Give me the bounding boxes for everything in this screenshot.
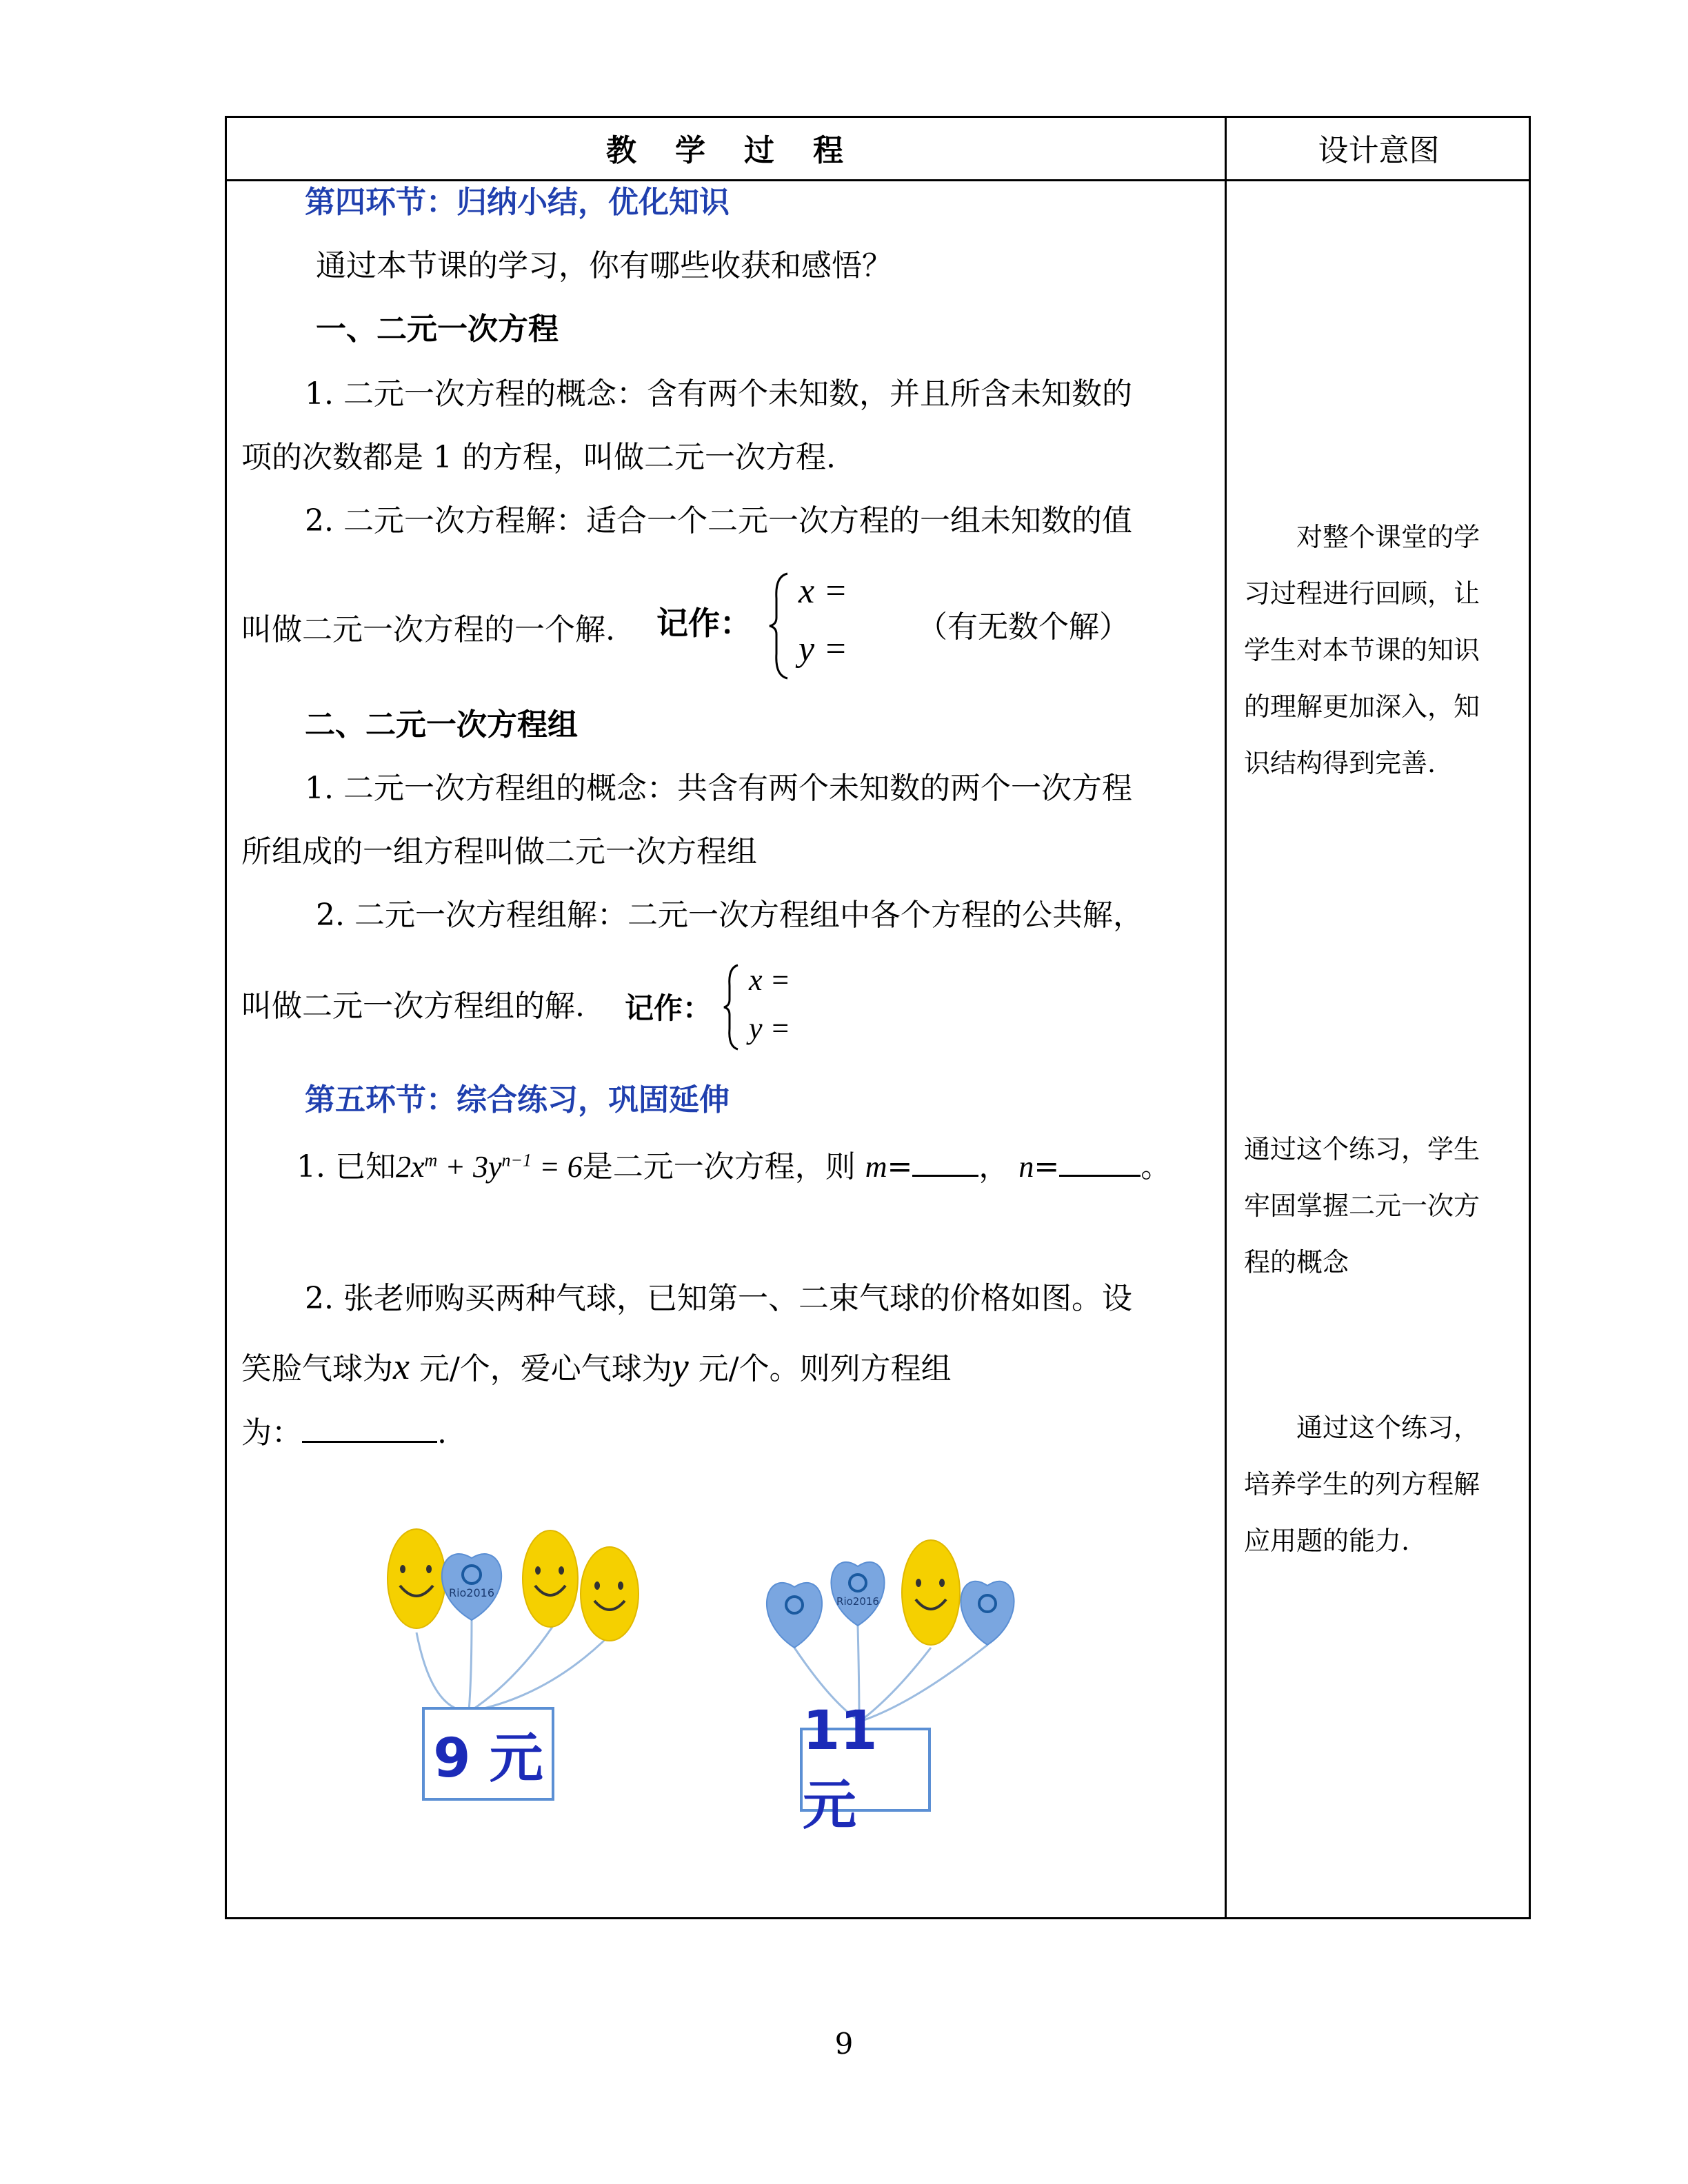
smiley-balloon — [902, 1540, 960, 1645]
answer-blank-system[interactable] — [302, 1413, 437, 1443]
section4-question: 通过本节课的学习，你有哪些收获和感悟？ — [316, 248, 892, 283]
price-tag-2: 11 元 — [800, 1728, 931, 1812]
svg-text:Rio2016: Rio2016 — [836, 1595, 879, 1608]
section4-title: 第四环节：归纳小结，优化知识 — [305, 185, 730, 220]
heart-balloon — [831, 1562, 884, 1626]
x-equals-2: x = — [749, 963, 791, 997]
infinite-solutions: （有无数个解） — [917, 609, 1129, 645]
price-tag-1: 9 元 — [422, 1707, 554, 1801]
q1-line2: 所组成的一组方程叫做二元一次方程组 — [241, 834, 757, 869]
y-equals-2: y = — [749, 1011, 791, 1045]
brace-symbol-2 — [721, 962, 742, 1052]
part1-title: 一、二元一次方程 — [316, 312, 559, 347]
x-equals: x = — [798, 572, 848, 611]
svg-text:Rio2016: Rio2016 — [448, 1586, 495, 1599]
section5-title: 第五环节：综合练习，巩固延伸 — [305, 1082, 730, 1118]
equation: $2x^m + 3y^{n-1} = 6$ — [395, 1150, 583, 1184]
side-note-application: 通过这个练习， 培养学生的列方程解 应用题的能力. — [1244, 1413, 1480, 1556]
side-note-concept: 通过这个练习，学生 牢固掌握二元一次方 程的概念 — [1244, 1134, 1480, 1277]
jizuo-label-2: 记作： — [625, 991, 712, 1025]
q1-line1: 1. 二元一次方程组的概念：共含有两个未知数的两个一次方程 — [305, 771, 1132, 806]
balloon-bundle-2 — [756, 1524, 1073, 1730]
ex2-line1: 2. 张老师购买两种气球，已知第一、二束气球的价格如图。设 — [305, 1281, 1132, 1316]
smiley-balloon — [581, 1547, 639, 1641]
answer-blank-m[interactable] — [912, 1147, 978, 1177]
brace-symbol — [767, 571, 792, 681]
p2-line2: 叫做二元一次方程的一个解. — [241, 612, 615, 647]
jizuo-label: 记作： — [656, 605, 752, 642]
smiley-balloon — [388, 1529, 445, 1628]
part2-title: 二、二元一次方程组 — [305, 707, 578, 742]
header-design-intent: 设计意图 — [1318, 133, 1440, 168]
header-divider — [225, 179, 1531, 181]
q2-line1: 2. 二元一次方程组解：二元一次方程组中各个方程的公共解， — [316, 898, 1143, 933]
heart-balloon — [767, 1583, 822, 1648]
exercise-1: 1. 已知$2x^m + 3y^{n-1} = 6$是二元一次方程，则 m= ， n= 。 — [297, 1147, 1171, 1186]
p1-line1: 1. 二元一次方程的概念：含有两个未知数，并且所含未知数的 — [305, 376, 1132, 412]
q2-line2: 叫做二元一次方程组的解. — [241, 989, 585, 1024]
column-divider — [1225, 116, 1227, 1919]
side-note-review: 对整个课堂的学 习过程进行回顾，让 学生对本节课的知识 的理解更加深入，知 识结构得到完善. — [1244, 522, 1480, 778]
ex2-line3: 为： . — [241, 1413, 447, 1452]
smiley-balloon — [523, 1530, 578, 1627]
p2-line1: 2. 二元一次方程解：适合一个二元一次方程的一组未知数的值 — [305, 503, 1132, 538]
y-equals: y = — [798, 629, 848, 669]
p1-line2: 项的次数都是 1 的方程，叫做二元一次方程. — [241, 440, 836, 475]
answer-blank-n[interactable] — [1059, 1147, 1141, 1177]
ex2-line2: 笑脸气球为x 元/个，爱心气球为y 元/个。则列方程组 — [241, 1346, 952, 1387]
header-teaching-process: 教 学 过 程 — [606, 133, 843, 168]
page-number: 9 — [834, 2027, 854, 2061]
